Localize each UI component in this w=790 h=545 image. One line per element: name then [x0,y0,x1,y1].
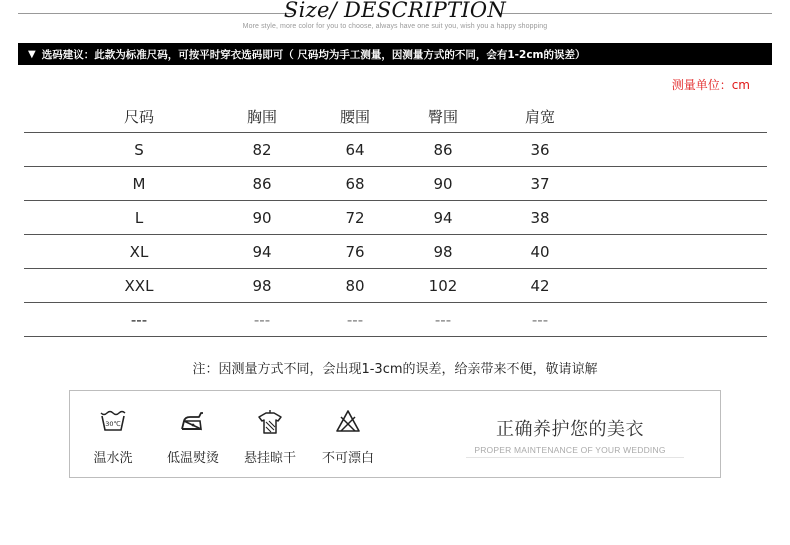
cell-bust: 90 [252,208,272,227]
cell-shoulder: 38 [530,208,550,227]
care-instructions-box [69,390,721,478]
hang-dry-icon [257,409,283,435]
care-label: 温水洗 [93,451,133,466]
header-bust: 胸围 [246,107,277,126]
cell-waist: 68 [345,174,365,193]
size-table [24,100,767,337]
cell-bust: 86 [252,174,272,193]
cell-size: M [132,174,146,193]
header-waist: 腰围 [339,107,370,126]
cell-bust: 82 [252,140,272,159]
table-row [24,201,767,235]
cell-waist: 64 [345,140,365,159]
cell-waist: 72 [345,208,365,227]
measurement-note: 注：因测量方式不同，会出现1-3cm的误差，给亲带来不便，敬请谅解 [192,362,598,377]
cell-bust: 94 [252,242,272,261]
cell-shoulder: 40 [530,242,550,261]
table-row [24,269,767,303]
cell-size: XXL [124,276,154,295]
cell-shoulder: --- [531,310,549,329]
triangle-down-icon: ▼ [28,48,36,60]
care-subtitle: PROPER MAINTENANCE OF YOUR WEDDING [474,445,666,455]
cell-shoulder: 42 [530,276,550,295]
table-row [24,235,767,269]
cell-hip: --- [434,310,452,329]
cell-hip: 98 [433,242,453,261]
cell-hip: 86 [433,140,453,159]
care-subtitle-underline [466,457,684,458]
wash-temp-label: 30℃ [105,420,121,428]
table-row [24,303,767,337]
header-size: 尺码 [123,107,154,126]
cell-size: XL [129,242,149,261]
low-iron-icon [180,409,206,433]
cell-waist: 76 [345,242,365,261]
cell-bust: --- [253,310,271,329]
care-label: 不可漂白 [321,451,374,466]
cell-size: L [134,208,144,227]
table-header-row [24,100,767,133]
cell-hip: 90 [433,174,453,193]
table-row [24,133,767,167]
cell-hip: 94 [433,208,453,227]
cell-shoulder: 36 [530,140,550,159]
size-advice-text: 选码建议：此款为标准尺码，可按平时穿衣选码即可（ 尺码均为手工测量，因测量方式的不同，会有1-2cm的误差） [41,48,586,61]
care-label: 悬挂晾干 [243,451,296,466]
cell-shoulder: 37 [530,174,550,193]
table-row [24,167,767,201]
care-label: 低温熨烫 [166,451,219,466]
cell-size: S [134,140,144,159]
header-shoulder: 肩宽 [524,107,555,126]
cell-size: --- [130,310,148,329]
page-title: Size/ DESCRIPTION [283,0,507,22]
page-subtitle: More style, more color for you to choose, always have one suit you, wish you a happy shopping [242,23,548,30]
care-title: 正确养护您的美衣 [496,419,644,440]
cell-bust: 98 [252,276,272,295]
size-advice-bar [18,43,772,65]
no-bleach-icon [335,409,361,433]
cell-waist: --- [346,310,364,329]
measurement-unit-label: 测量单位：cm [671,78,750,92]
cell-hip: 102 [428,276,458,295]
header-hip: 臀围 [427,107,458,126]
cell-waist: 80 [345,276,365,295]
wash-30-icon [100,409,126,433]
